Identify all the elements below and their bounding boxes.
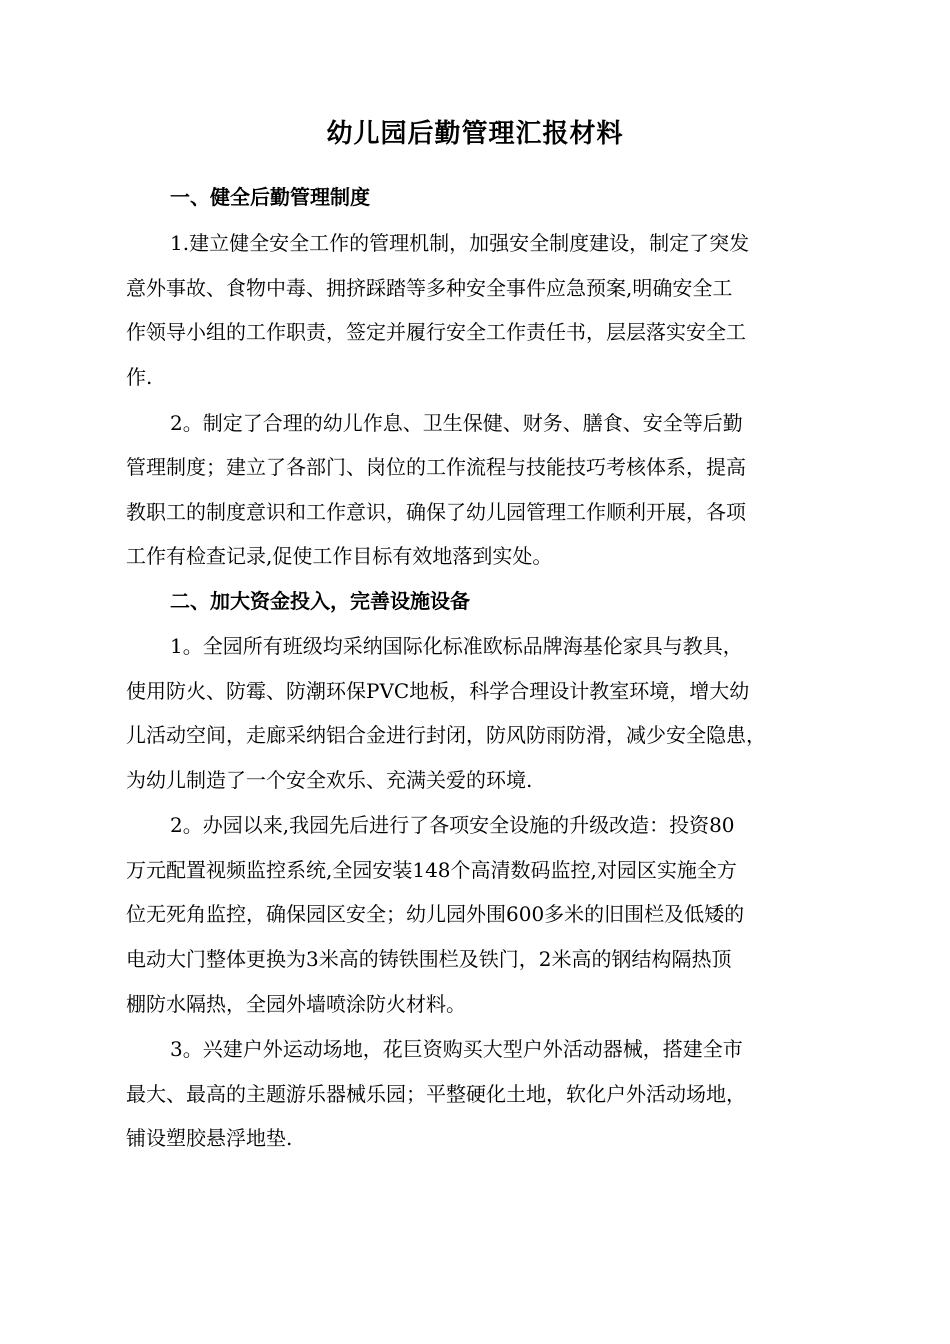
paragraph-line: 最大、最高的主题游乐器械乐园；平整硬化土地，软化户外活动场地， [126,1082,746,1106]
paragraph-line: 1.建立健全安全工作的管理机制，加强安全制度建设，制定了突发 [170,231,750,255]
section-heading-1: 一、健全后勤管理制度 [170,185,370,209]
paragraph-line: 万元配置视频监控系统,全园安装148个高清数码监控,对园区实施全方 [126,858,737,882]
paragraph-line: 铺设塑胶悬浮地垫. [126,1126,293,1150]
paragraph-line: 意外事故、食物中毒、拥挤踩踏等多种安全事件应急预案,明确安全工 [126,276,733,300]
paragraph-line: 使用防火、防霉、防潮环保PVC地板，科学合理设计教室环境，增大幼 [126,679,750,703]
paragraph-line: 教职工的制度意识和工作意识，确保了幼儿园管理工作顺利开展，各项 [126,500,746,524]
paragraph-line: 位无死角监控，确保园区安全；幼儿园外围600多米的旧围栏及低矮的 [126,902,745,926]
paragraph-line: 作领导小组的工作职责，签定并履行安全工作责任书，层层落实安全工 [126,320,746,344]
paragraph-line: 1。全园所有班级均采纳国际化标准欧标品牌海基伦家具与教具， [170,634,743,658]
paragraph-line: 2。制定了合理的幼儿作息、卫生保健、财务、膳食、安全等后勤 [170,411,743,435]
paragraph-line: 3。兴建户外运动场地，花巨资购买大型户外活动器械，搭建全市 [170,1037,743,1061]
paragraph-line: 电动大门整体更换为3米高的铸铁围栏及铁门，2米高的钢结构隔热顶 [126,947,732,971]
paragraph-line: 棚防水隔热，全园外墙喷涂防火材料。 [126,992,466,1016]
section-heading-2: 二、加大资金投入，完善设施设备 [170,589,470,613]
paragraph-line: 工作有检查记录,促使工作目标有效地落到实处。 [126,544,553,568]
paragraph-line: 2。办园以来,我园先后进行了各项安全设施的升级改造：投资80 [170,813,735,837]
paragraph-line: 作. [126,365,153,389]
paragraph-line: 管理制度；建立了各部门、岗位的工作流程与技能技巧考核体系，提高 [126,455,746,479]
paragraph-line: 儿活动空间，走廊采纳铝合金进行封闭，防风防雨防滑，减少安全隐患， [126,723,766,747]
document-title: 幼儿园后勤管理汇报材料 [326,119,624,149]
paragraph-line: 为幼儿制造了一个安全欢乐、充满关爱的环境. [126,768,533,792]
